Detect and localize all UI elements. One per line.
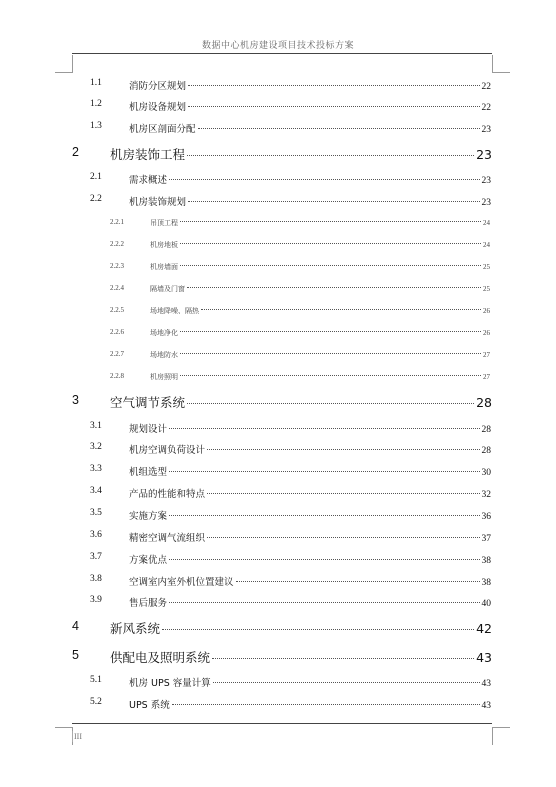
- toc-entry[interactable]: [110, 218, 490, 228]
- toc-entry-title: 空气调节系统: [110, 395, 186, 410]
- toc-entry[interactable]: [72, 648, 492, 666]
- toc-dot-leader: [187, 155, 474, 156]
- toc-dot-leader: [188, 201, 479, 202]
- toc-entry-title: 机房墙面: [150, 263, 178, 271]
- toc-entry[interactable]: [110, 372, 490, 382]
- toc-dot-leader: [169, 602, 479, 603]
- toc-entry-page: 43: [481, 701, 491, 711]
- footer-rule: [72, 723, 492, 724]
- toc-entry[interactable]: [90, 78, 491, 92]
- toc-entry-page: 36: [481, 512, 491, 522]
- toc-entry-title: UPS 系统: [129, 700, 170, 711]
- toc-entry-page: 26: [483, 329, 490, 337]
- toc-entry[interactable]: [110, 350, 490, 360]
- toc-entry-page: 42: [476, 621, 492, 636]
- toc-entry-number: 2.2.7: [110, 350, 124, 358]
- toc-entry-page: 38: [481, 556, 491, 566]
- toc-entry[interactable]: [90, 530, 491, 544]
- toc-entry-number: 2: [72, 145, 79, 159]
- toc-entry-page: 40: [481, 599, 491, 609]
- toc-entry-number: 2.2.5: [110, 306, 124, 314]
- toc-entry-number: 3: [72, 393, 79, 407]
- toc-entry-page: 25: [483, 285, 490, 293]
- toc-dot-leader: [162, 629, 474, 630]
- toc-entry-title: 实施方案: [129, 511, 168, 522]
- toc-entry[interactable]: [110, 306, 490, 316]
- toc-entry-number: 1.2: [90, 99, 102, 109]
- toc-dot-leader: [213, 682, 480, 683]
- toc-entry-number: 1.1: [90, 78, 102, 88]
- toc-dot-leader: [169, 559, 479, 560]
- toc-entry-number: 3.8: [90, 574, 102, 584]
- toc-entry-title: 机房装饰工程: [110, 147, 186, 162]
- toc-entry[interactable]: [90, 99, 491, 113]
- toc-entry-page: 27: [483, 351, 490, 359]
- toc-entry-title: 机房装饰规划: [129, 197, 187, 208]
- toc-entry-page: 43: [481, 679, 491, 689]
- toc-entry[interactable]: [110, 240, 490, 250]
- toc-dot-leader: [169, 515, 479, 516]
- toc-entry-number: 1.3: [90, 121, 102, 131]
- toc-entry[interactable]: [90, 552, 491, 566]
- toc-entry-number: 2.1: [90, 172, 102, 182]
- toc-entry-number: 3.6: [90, 530, 102, 540]
- toc-entry[interactable]: [90, 508, 491, 522]
- toc-entry-number: 3.2: [90, 442, 102, 452]
- toc-entry-number: 3.1: [90, 421, 102, 431]
- toc-dot-leader: [207, 493, 479, 494]
- toc-dot-leader: [169, 428, 479, 429]
- toc-dot-leader: [169, 471, 479, 472]
- toc-entry-number: 2.2.3: [110, 262, 124, 270]
- toc-entry-page: 38: [481, 578, 491, 588]
- toc-entry-title: 场地净化: [150, 329, 178, 337]
- toc-entry-title: 售后服务: [129, 598, 168, 609]
- toc-dot-leader: [180, 221, 481, 222]
- toc-entry-page: 28: [476, 395, 492, 410]
- toc-entry-number: 3.5: [90, 508, 102, 518]
- toc-dot-leader: [236, 581, 480, 582]
- toc-entry-title: 隔墙及门窗: [150, 285, 185, 293]
- toc-entry-page: 28: [481, 425, 491, 435]
- toc-entry-page: 23: [481, 198, 491, 208]
- toc-entry[interactable]: [90, 172, 491, 186]
- toc-entry-number: 2.2.6: [110, 328, 124, 336]
- toc-entry-number: 5: [72, 648, 79, 662]
- toc-dot-leader: [207, 449, 479, 450]
- toc-dot-leader: [169, 179, 479, 180]
- toc-dot-leader: [180, 375, 481, 376]
- toc-entry-page: 26: [483, 307, 490, 315]
- toc-dot-leader: [207, 537, 479, 538]
- toc-entry-title: 机房空调负荷设计: [129, 445, 206, 456]
- toc-entry-number: 2.2.8: [110, 372, 124, 380]
- toc-entry-title: 机组选型: [129, 467, 168, 478]
- toc-entry-page: 43: [476, 650, 492, 665]
- footer-tick: [72, 731, 73, 742]
- toc-entry-number: 2.2: [90, 194, 102, 204]
- toc-entry-title: 机房地板: [150, 241, 178, 249]
- toc-entry-title: 规划设计: [129, 424, 168, 435]
- toc-dot-leader: [187, 403, 474, 404]
- toc-entry-page: 23: [481, 125, 491, 135]
- toc-entry-page: 22: [481, 82, 491, 92]
- toc-entry-title: 机房照明: [150, 373, 178, 381]
- page-number: III: [74, 732, 82, 741]
- toc-entry-number: 2.2.1: [110, 218, 124, 226]
- toc-entry-number: 3.7: [90, 552, 102, 562]
- toc-entry[interactable]: [90, 464, 491, 478]
- toc-entry-page: 22: [481, 103, 491, 113]
- toc-entry-page: 23: [481, 176, 491, 186]
- toc-dot-leader: [172, 704, 480, 705]
- toc-dot-leader: [187, 287, 481, 288]
- toc-dot-leader: [180, 331, 481, 332]
- toc-entry-page: 28: [481, 446, 491, 456]
- toc-entry-number: 3.4: [90, 486, 102, 496]
- toc-entry-number: 3.3: [90, 464, 102, 474]
- toc-entry[interactable]: [110, 262, 490, 272]
- toc-entry[interactable]: [90, 421, 491, 435]
- toc-dot-leader: [188, 85, 479, 86]
- toc-entry-title: 场地降噪、隔热: [150, 307, 199, 315]
- toc-entry-number: 2.2.2: [110, 240, 124, 248]
- toc-dot-leader: [180, 353, 481, 354]
- toc-entry-number: 5.2: [90, 697, 102, 707]
- toc-entry-title: 机房区剖面分配: [129, 124, 196, 135]
- toc-entry-title: 空调室内室外机位置建议: [129, 577, 234, 588]
- toc-entry[interactable]: [90, 486, 491, 500]
- toc-entry[interactable]: [72, 145, 492, 163]
- toc-dot-leader: [198, 128, 480, 129]
- toc-entry-number: 2.2.4: [110, 284, 124, 292]
- toc-entry[interactable]: [90, 121, 491, 135]
- toc-entry-page: 30: [481, 468, 491, 478]
- toc-entry-number: 5.1: [90, 675, 102, 685]
- toc-entry-title: 机房 UPS 容量计算: [129, 678, 211, 689]
- toc-entry-title: 供配电及照明系统: [110, 650, 211, 665]
- toc-entry-page: 32: [481, 490, 491, 500]
- toc-entry[interactable]: [72, 393, 492, 411]
- toc-entry-page: 23: [476, 147, 492, 162]
- toc-entry[interactable]: [90, 697, 491, 711]
- toc-entry[interactable]: [90, 595, 491, 609]
- toc-entry-page: 25: [483, 263, 490, 271]
- toc-entry-title: 消防分区规划: [129, 81, 187, 92]
- toc-dot-leader: [180, 243, 481, 244]
- toc-entry-title: 场地防水: [150, 351, 178, 359]
- toc-entry-title: 吊顶工程: [150, 219, 178, 227]
- toc-dot-leader: [212, 658, 474, 659]
- toc-dot-leader: [188, 106, 479, 107]
- toc-entry[interactable]: [90, 194, 491, 208]
- toc-entry-title: 精密空调气流组织: [129, 533, 206, 544]
- toc-dot-leader: [201, 309, 481, 310]
- toc-entry-title: 方案优点: [129, 555, 168, 566]
- toc-entry[interactable]: [72, 619, 492, 637]
- toc-entry-page: 37: [481, 534, 491, 544]
- toc-entry[interactable]: [110, 284, 490, 294]
- toc-entry-number: 4: [72, 619, 79, 633]
- toc-entry[interactable]: [110, 328, 490, 338]
- toc-entry-page: 24: [483, 219, 490, 227]
- toc-dot-leader: [180, 265, 481, 266]
- toc-entry-title: 新风系统: [110, 621, 161, 636]
- toc-entry-page: 24: [483, 241, 490, 249]
- toc-entry-title: 产品的性能和特点: [129, 489, 206, 500]
- toc-entry-title: 机房设备规划: [129, 102, 187, 113]
- toc-entry-number: 3.9: [90, 595, 102, 605]
- toc-entry[interactable]: [90, 574, 491, 588]
- toc-entry-title: 需求概述: [129, 175, 168, 186]
- toc-entry[interactable]: [90, 675, 491, 689]
- page-header-title: 数据中心机房建设项目技术投标方案: [201, 41, 354, 51]
- toc-entry[interactable]: [90, 442, 491, 456]
- toc-entry-page: 27: [483, 373, 490, 381]
